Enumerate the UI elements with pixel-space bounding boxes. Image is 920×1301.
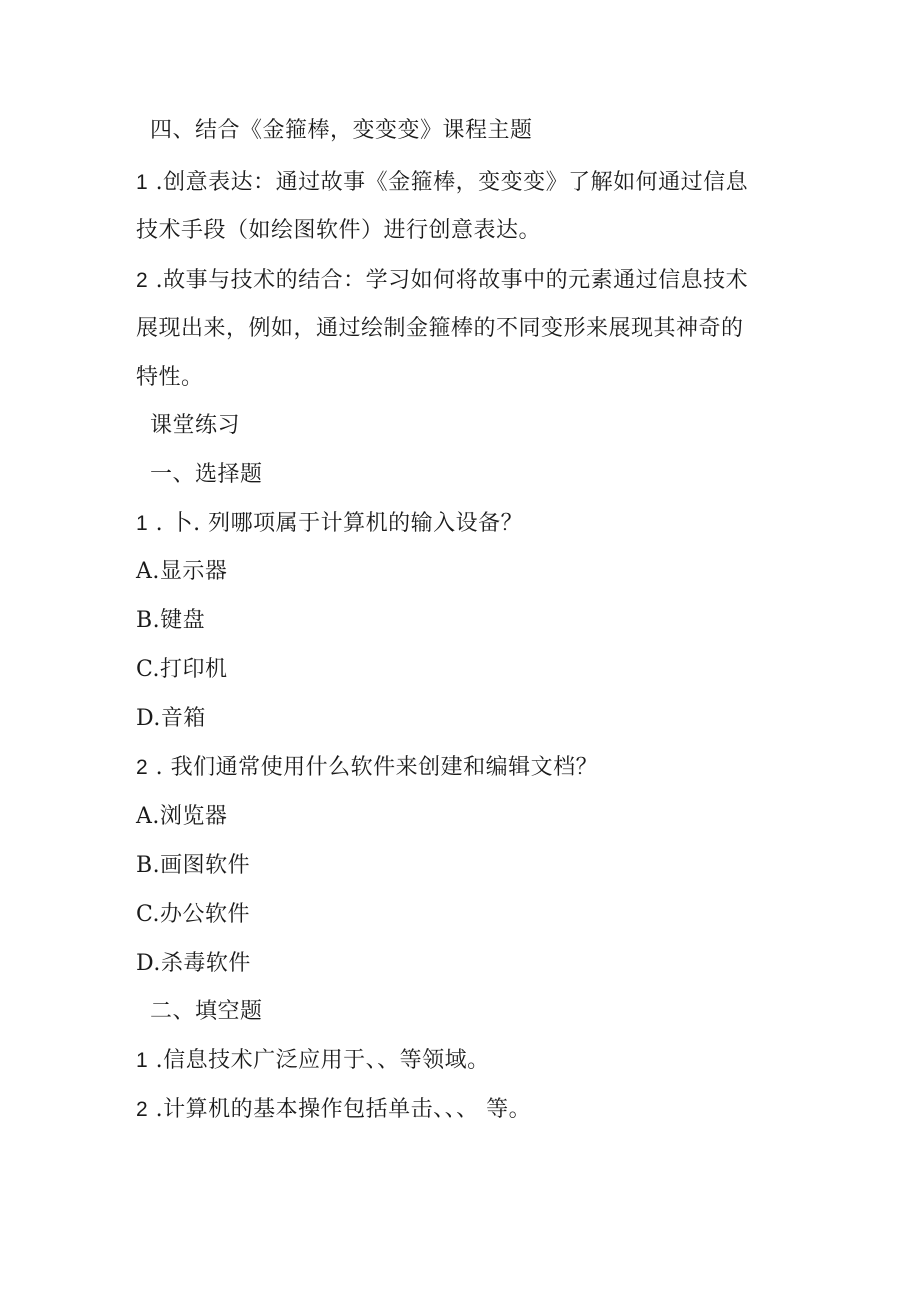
- option-item: C.打印机: [136, 657, 228, 682]
- question: [136, 509, 523, 539]
- option-item: A.显示器: [136, 559, 228, 584]
- option-item: B.键盘: [136, 608, 206, 633]
- question-number: 2: [136, 1098, 149, 1121]
- item-continuation: 展现出来，例如，通过绘制金箍棒的不同变形来展现其神奇的: [136, 316, 744, 341]
- question-number: 1: [136, 512, 149, 535]
- option-item: C.办公软件: [136, 902, 251, 927]
- choice-heading: 一、选择题: [150, 462, 263, 487]
- list-item: [136, 266, 748, 296]
- fill-question: [136, 1095, 531, 1125]
- list-item: [136, 168, 748, 198]
- item-number: 1: [136, 171, 149, 194]
- section-heading: 四、结合《金箍棒，变变变》课程主题: [150, 118, 533, 143]
- fill-heading: 二、填空题: [150, 999, 263, 1024]
- question-text: .信息技术广泛应用于、、等领域。: [148, 1048, 490, 1073]
- option-item: D.杀毒软件: [136, 951, 251, 976]
- question-text: .计算机的基本操作包括单击、、、 等。: [148, 1097, 532, 1122]
- item-continuation: 特性。: [136, 365, 204, 390]
- option-item: A.浏览器: [136, 804, 228, 829]
- item-continuation: 技术手段（如绘图软件）进行创意表达。: [136, 218, 542, 243]
- option-item: D.音箱: [136, 706, 206, 731]
- question-text: . 卜. 列哪项属于计算机的输入设备？: [148, 511, 524, 536]
- question: [136, 753, 598, 783]
- question-number: 2: [136, 756, 149, 779]
- practice-title: 课堂练习: [150, 413, 241, 438]
- item-number: 2: [136, 269, 149, 292]
- option-item: B.画图软件: [136, 853, 251, 878]
- question-number: 1: [136, 1049, 149, 1072]
- fill-question: [136, 1046, 490, 1076]
- question-text: . 我们通常使用什么软件来创建和编辑文档？: [148, 755, 599, 780]
- item-text: .故事与技术的结合：学习如何将故事中的元素通过信息技术: [148, 268, 749, 293]
- item-text: .创意表达：通过故事《金箍棒，变变变》了解如何通过信息: [148, 170, 749, 195]
